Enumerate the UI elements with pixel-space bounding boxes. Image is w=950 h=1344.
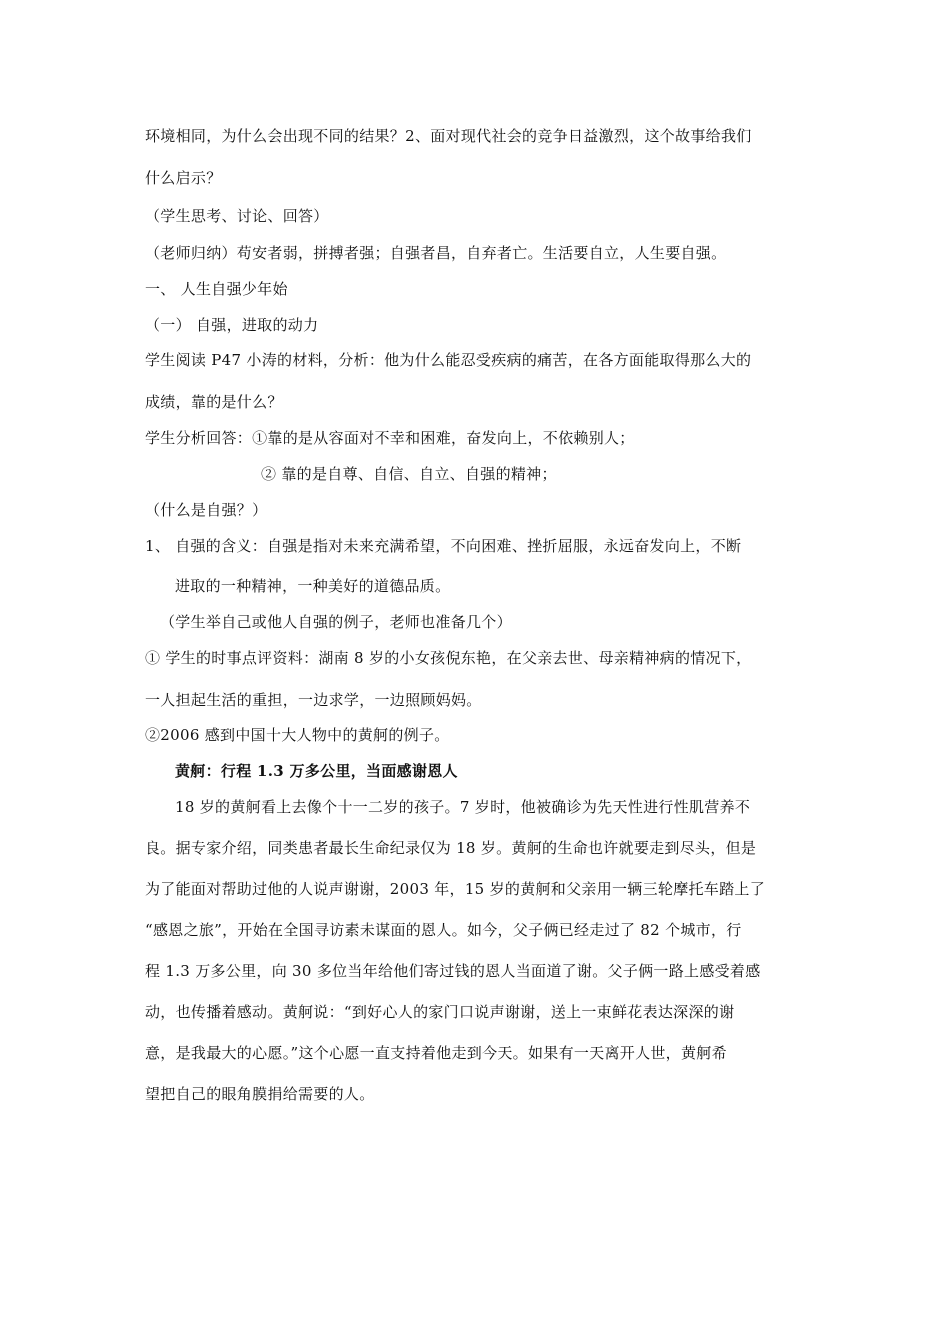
text-line: 成绩，靠的是什么？: [145, 393, 283, 411]
story-paragraph-line: 为了能面对帮助过他的人说声谢谢，2003 年，15 岁的黄舸和父亲用一辆三轮摩托车踏上了: [145, 880, 766, 898]
text-line: 一人担起生活的重担，一边求学，一边照顾妈妈。: [145, 691, 482, 709]
story-paragraph-line: 意，是我最大的心愿。”这个心愿一直支持着他走到今天。如果有一天离开人世，黄舸希: [145, 1044, 727, 1062]
definition-line: 1、 自强的含义：自强是指对未来充满希望，不向困难、挫折屈服，永远奋发向上，不断: [145, 537, 742, 555]
text-line: （学生举自己或他人自强的例子，老师也准备几个）: [160, 613, 512, 631]
story-paragraph-line: “感恩之旅”，开始在全国寻访素未谋面的恩人。如今，父子俩已经走过了 82 个城市，行: [145, 921, 742, 939]
text-line: （学生思考、讨论、回答）: [145, 207, 329, 225]
text-line: （老师归纳）苟安者弱，拼搏者强；自强者昌，自弃者亡。生活要自立，人生要自强。: [145, 244, 727, 262]
story-paragraph-line: 程 1.3 万多公里，向 30 多位当年给他们寄过钱的恩人当面道了谢。父子俩一路上感受着感: [145, 962, 761, 980]
text-line: 环境相同，为什么会出现不同的结果？2、面对现代社会的竞争日益激烈，这个故事给我们: [145, 127, 752, 145]
text-line: ① 学生的时事点评资料：湖南 8 岁的小女孩倪东艳，在父亲去世、母亲精神病的情况下，: [145, 649, 752, 667]
text-line: 什么启示？: [145, 169, 222, 187]
story-title: 黄舸：行程 1.3 万多公里，当面感谢恩人: [175, 762, 458, 780]
story-paragraph-line: 良。据专家介绍，同类患者最长生命纪录仅为 18 岁。黄舸的生命也许就要走到尽头，但是: [145, 839, 757, 857]
text-line: ② 靠的是自尊、自信、自立、自强的精神；: [261, 465, 557, 483]
text-line: ②2006 感到中国十大人物中的黄舸的例子。: [145, 726, 450, 744]
text-line: （什么是自强？）: [145, 501, 268, 519]
story-paragraph-line: 18 岁的黄舸看上去像个十一二岁的孩子。7 岁时，他被确诊为先天性进行性肌营养不: [175, 798, 751, 816]
subsection-heading: （一） 自强，进取的动力: [145, 316, 319, 334]
definition-line: 进取的一种精神，一种美好的道德品质。: [175, 577, 451, 595]
text-line: 学生分析回答：①靠的是从容面对不幸和困难，奋发向上，不依赖别人；: [145, 429, 635, 447]
story-paragraph-line: 动，也传播着感动。黄舸说：“到好心人的家门口说声谢谢，送上一束鲜花表达深深的谢: [145, 1003, 735, 1021]
story-paragraph-line: 望把自己的眼角膜捐给需要的人。: [145, 1085, 375, 1103]
section-heading: 一、 人生自强少年始: [145, 280, 288, 298]
text-line: 学生阅读 P47 小涛的材料，分析：他为什么能忍受疾病的痛苦，在各方面能取得那么大的: [145, 351, 752, 369]
